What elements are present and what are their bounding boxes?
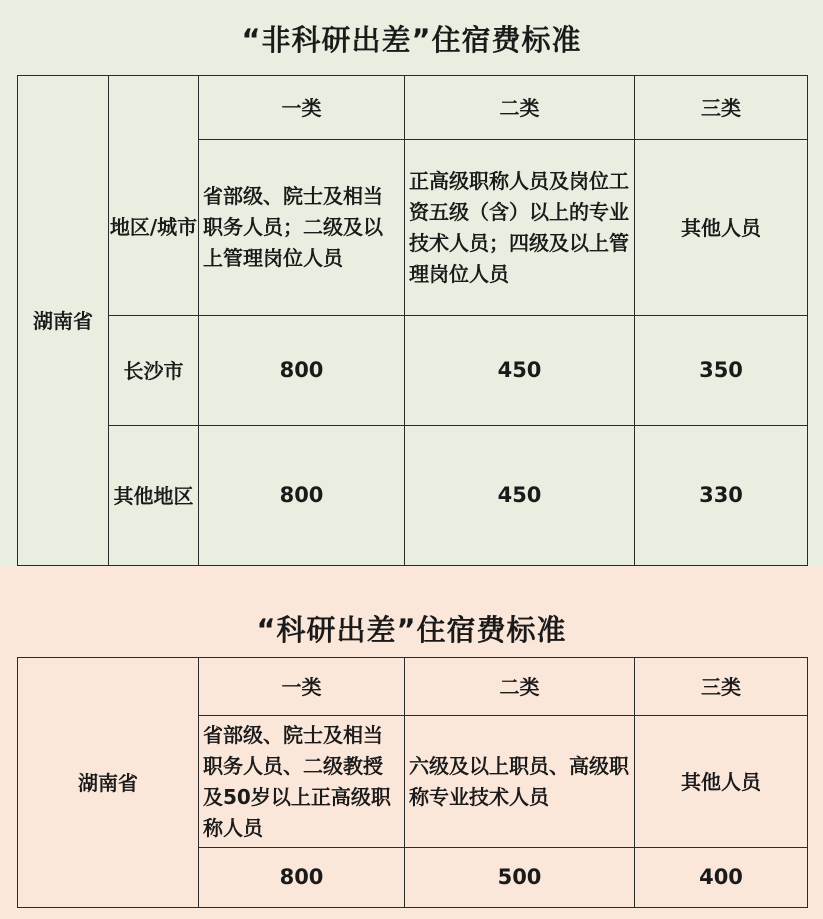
category-1-header: 一类 [199,76,405,140]
research-table [17,657,808,908]
province-cell: 湖南省 [18,76,109,566]
region-other: 其他地区 [109,426,199,566]
category-2-description: 正高级职称人员及岗位工资五级（含）以上的专业技术人员；四级及以上管理岗位人员 [405,140,635,316]
research-section [0,566,823,919]
category-1-description: 省部级、院士及相当职务人员；二级及以上管理岗位人员 [199,140,405,316]
category-3-description: 其他人员 [635,140,808,316]
research-category-2-value: 500 [405,848,635,908]
changsha-category-1-value: 800 [199,316,405,426]
research-category-3-description: 其他人员 [635,716,808,848]
research-category-2-header: 二类 [405,658,635,716]
other-category-3-value: 330 [635,426,808,566]
non-research-table [17,75,808,566]
other-category-1-value: 800 [199,426,405,566]
research-category-3-header: 三类 [635,658,808,716]
changsha-category-2-value: 450 [405,316,635,426]
region-header-spacer [109,76,199,140]
region-changsha: 长沙市 [109,316,199,426]
research-category-2-description: 六级及以上职员、高级职称专业技术人员 [405,716,635,848]
non-research-title: “非科研出差”住宿费标准 [241,23,582,57]
category-2-header: 二类 [405,76,635,140]
category-3-header: 三类 [635,76,808,140]
research-category-1-header: 一类 [199,658,405,716]
other-category-2-value: 450 [405,426,635,566]
research-category-1-value: 800 [199,848,405,908]
research-title: “科研出差”住宿费标准 [256,613,567,647]
research-province-cell: 湖南省 [18,658,199,908]
region-header: 地区/城市 [109,140,199,316]
research-category-1-description: 省部级、院士及相当职务人员、二级教授及50岁以上正高级职称人员 [199,716,405,848]
changsha-category-3-value: 350 [635,316,808,426]
research-category-3-value: 400 [635,848,808,908]
